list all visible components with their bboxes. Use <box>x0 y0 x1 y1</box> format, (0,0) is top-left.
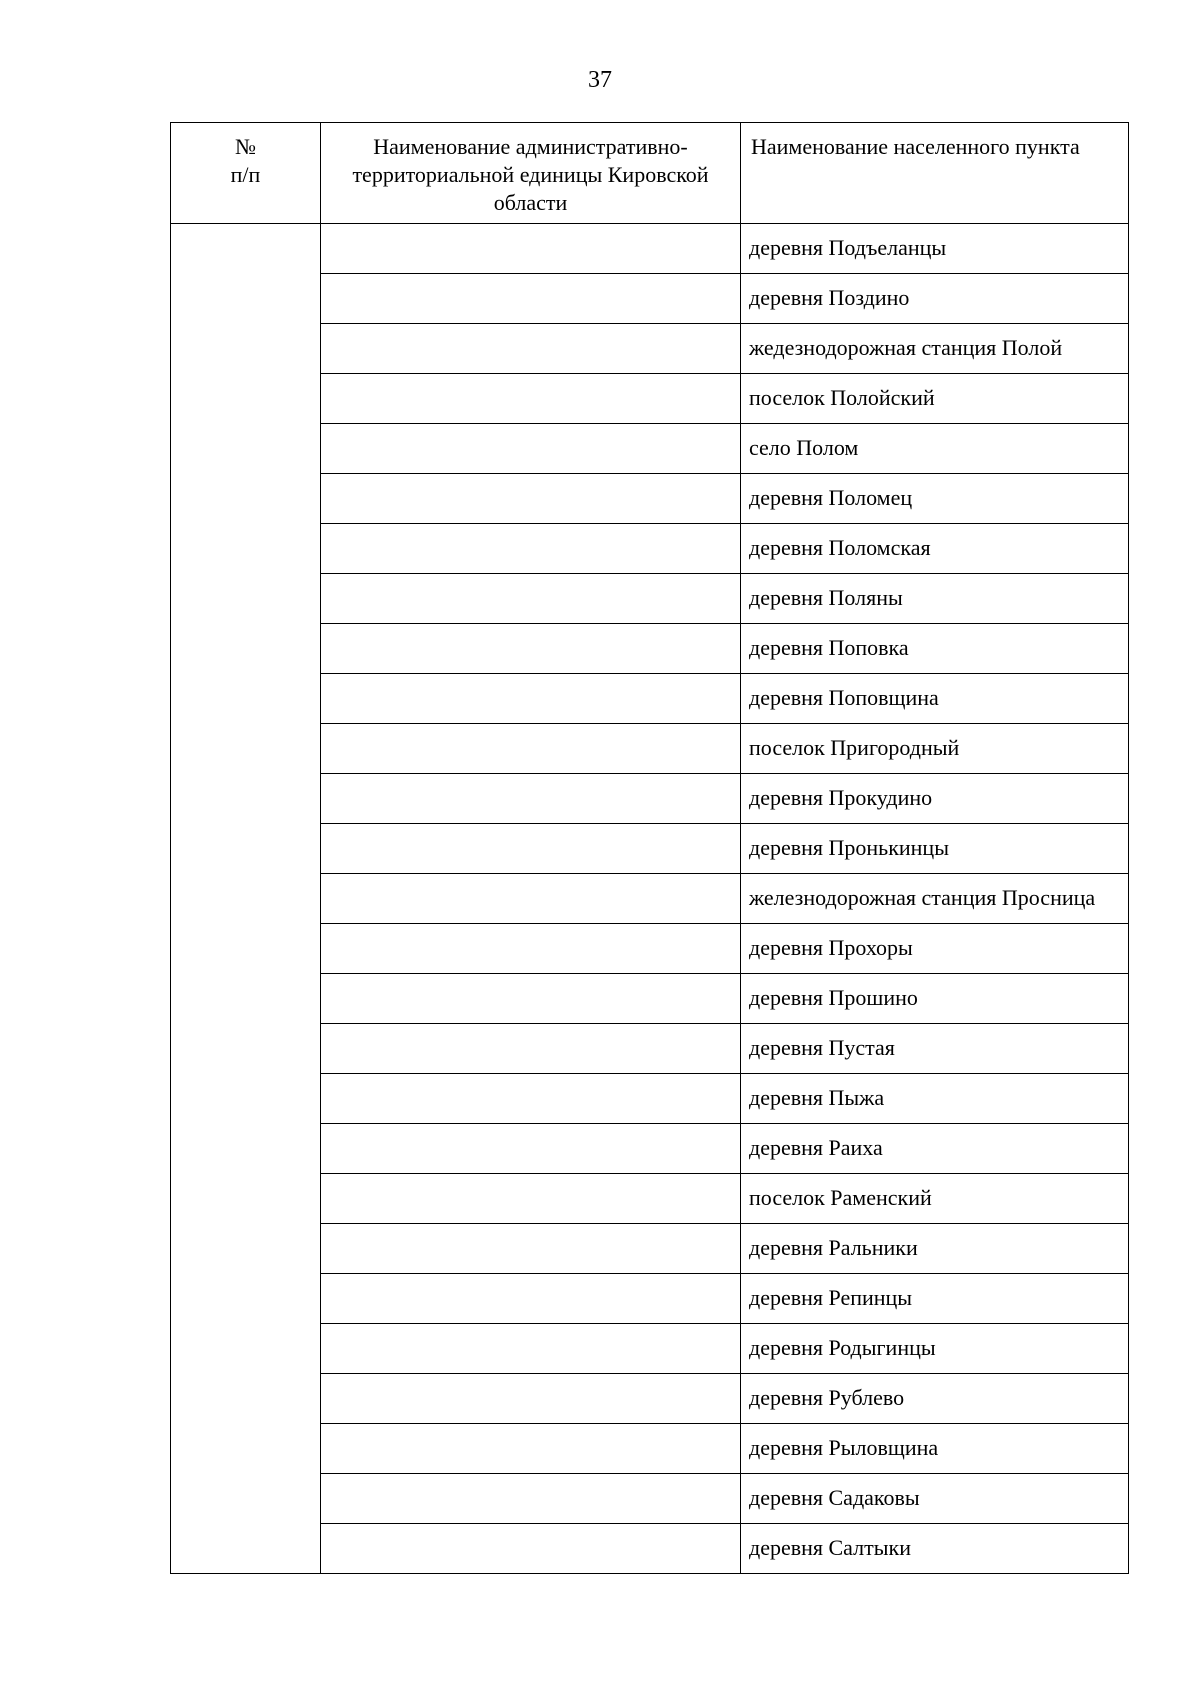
number-cell <box>171 224 321 1574</box>
settlement-cell: деревня Салтыки <box>741 1524 1129 1574</box>
settlements-table <box>170 122 1129 1574</box>
admin-unit-cell <box>321 974 741 1024</box>
header-settlement <box>741 123 1129 224</box>
admin-unit-cell <box>321 1324 741 1374</box>
admin-unit-cell <box>321 724 741 774</box>
admin-unit-cell <box>321 1224 741 1274</box>
settlement-cell: деревня Пустая <box>741 1024 1129 1074</box>
admin-unit-cell <box>321 324 741 374</box>
header-number <box>171 123 321 224</box>
settlement-cell: поселок Полойский <box>741 374 1129 424</box>
admin-unit-cell <box>321 1474 741 1524</box>
settlement-cell: деревня Поломская <box>741 524 1129 574</box>
settlement-cell: деревня Поляны <box>741 574 1129 624</box>
admin-unit-cell <box>321 1424 741 1474</box>
settlement-cell: деревня Прошино <box>741 974 1129 1024</box>
settlement-cell: деревня Прокудино <box>741 774 1129 824</box>
settlement-cell: деревня Раиха <box>741 1124 1129 1174</box>
admin-unit-cell <box>321 374 741 424</box>
settlement-cell: деревня Рыловщина <box>741 1424 1129 1474</box>
header-settlement-label: Наименование населенного пункта <box>751 134 1080 159</box>
admin-unit-cell <box>321 1174 741 1224</box>
settlement-cell: железнодорожная станция Просница <box>741 874 1129 924</box>
admin-unit-cell <box>321 924 741 974</box>
admin-unit-cell <box>321 1524 741 1574</box>
settlement-cell: поселок Пригородный <box>741 724 1129 774</box>
admin-unit-cell <box>321 1074 741 1124</box>
settlement-cell: деревня Родыгинцы <box>741 1324 1129 1374</box>
settlement-cell: деревня Поломец <box>741 474 1129 524</box>
admin-unit-cell <box>321 1024 741 1074</box>
settlement-cell: деревня Поздино <box>741 274 1129 324</box>
settlement-cell: деревня Садаковы <box>741 1474 1129 1524</box>
admin-unit-cell <box>321 424 741 474</box>
admin-unit-cell <box>321 274 741 324</box>
admin-unit-cell <box>321 874 741 924</box>
admin-unit-cell <box>321 674 741 724</box>
admin-unit-cell <box>321 224 741 274</box>
settlement-cell: деревня Пыжа <box>741 1074 1129 1124</box>
settlement-cell: деревня Пронькинцы <box>741 824 1129 874</box>
admin-unit-cell <box>321 774 741 824</box>
settlement-cell: деревня Прохоры <box>741 924 1129 974</box>
admin-unit-cell <box>321 1374 741 1424</box>
table-body <box>171 224 1129 1574</box>
settlement-cell: деревня Поповщина <box>741 674 1129 724</box>
settlement-cell: деревня Ральники <box>741 1224 1129 1274</box>
admin-unit-cell <box>321 524 741 574</box>
settlement-cell: деревня Рублево <box>741 1374 1129 1424</box>
admin-unit-cell <box>321 574 741 624</box>
table-header-row <box>171 123 1129 224</box>
settlement-cell: деревня Подъеланцы <box>741 224 1129 274</box>
admin-unit-cell <box>321 624 741 674</box>
header-admin-unit <box>321 123 741 224</box>
header-admin-unit-label: Наименование административно-территориальной единицы Кировской области <box>352 134 709 215</box>
settlement-cell: деревня Репинцы <box>741 1274 1129 1324</box>
admin-unit-cell <box>321 824 741 874</box>
admin-unit-cell <box>321 474 741 524</box>
admin-unit-cell <box>321 1274 741 1324</box>
settlement-cell: село Полом <box>741 424 1129 474</box>
table-row <box>171 224 1129 274</box>
settlement-cell: жедезнодорожная станция Полой <box>741 324 1129 374</box>
settlement-cell: деревня Поповка <box>741 624 1129 674</box>
settlement-cell: поселок Раменский <box>741 1174 1129 1224</box>
page-number: 37 <box>588 67 612 93</box>
admin-unit-cell <box>321 1124 741 1174</box>
header-number-label: № п/п <box>230 134 261 187</box>
